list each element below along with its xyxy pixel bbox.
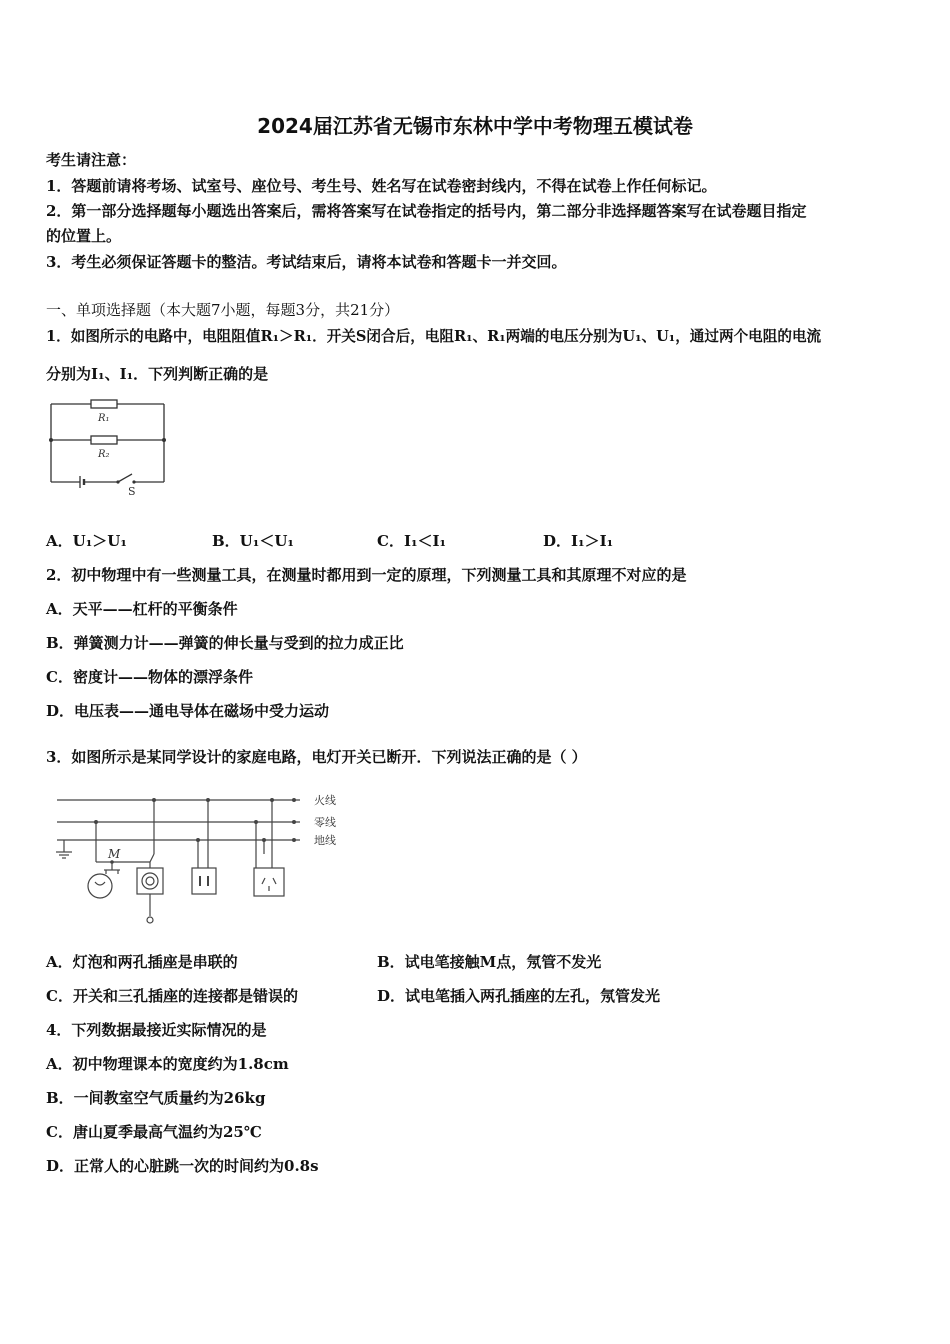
section-heading: 一、单项选择题（本大题7小题，每题3分，共21分） (46, 301, 400, 319)
q3-household-circuit-diagram (52, 790, 352, 930)
q1-label-r2: R₂ (98, 449, 110, 460)
notice-item: 1．答题前请将考场、试室号、座位号、考生号、姓名写在试卷密封线内，不得在试卷上作任何标记。 (46, 177, 717, 195)
q2-option-a[interactable]: A．天平——杠杆的平衡条件 (46, 600, 238, 618)
notice-heading: 考生请注意： (46, 151, 137, 169)
q1-option-a[interactable]: A．U₁＞U₁ (46, 532, 127, 550)
q3-label-ground: 地线 (314, 834, 336, 847)
notice-item: 2．第一部分选择题每小题选出答案后，需将答案写在试卷指定的括号内，第二部分非选择题答案写在试卷题目指定 (46, 202, 807, 220)
q2-option-b[interactable]: B．弹簧测力计——弹簧的伸长量与受到的拉力成正比 (46, 634, 404, 652)
q4-stem: 4．下列数据最接近实际情况的是 (46, 1021, 267, 1039)
q1-label-switch: S (128, 485, 136, 498)
q3-option-d[interactable]: D．试电笔插入两孔插座的左孔，氖管发光 (377, 987, 661, 1005)
q3-option-a[interactable]: A．灯泡和两孔插座是串联的 (46, 953, 238, 971)
q3-option-b[interactable]: B．试电笔接触M点，氖管不发光 (377, 953, 602, 971)
q1-stem: 1．如图所示的电路中，电阻阻值R₁＞R₁．开关S闭合后，电阻R₁、R₁两端的电压分别为U₁、U₁，通过两个电阻的电流 (46, 328, 822, 345)
q4-option-c[interactable]: C．唐山夏季最高气温约为25℃ (46, 1123, 262, 1141)
q4-option-b[interactable]: B．一间教室空气质量约为26kg (46, 1089, 266, 1107)
q3-label-point-m: M (108, 847, 121, 861)
q3-label-neutral: 零线 (314, 816, 336, 829)
exam-title: 2024届江苏省无锡市东林中学中考物理五模试卷 (257, 114, 693, 138)
q1-option-b[interactable]: B．U₁＜U₁ (212, 532, 294, 550)
notice-item: 的位置上。 (46, 227, 122, 245)
notice-item: 3．考生必须保证答题卡的整洁。考试结束后，请将本试卷和答题卡一并交回。 (46, 253, 567, 271)
q1-label-r1: R₁ (98, 413, 110, 424)
q2-option-d[interactable]: D．电压表——通电导体在磁场中受力运动 (46, 702, 330, 720)
q4-option-a[interactable]: A．初中物理课本的宽度约为1.8cm (46, 1055, 289, 1073)
q1-option-d[interactable]: D．I₁＞I₁ (543, 532, 614, 550)
q2-stem: 2．初中物理中有一些测量工具，在测量时都用到一定的原理，下列测量工具和其原理不对应的是 (46, 566, 687, 584)
q2-option-c[interactable]: C．密度计——物体的漂浮条件 (46, 668, 253, 686)
q4-option-d[interactable]: D．正常人的心脏跳一次的时间约为0.8s (46, 1157, 319, 1175)
q1-stem-cont: 分别为I₁、I₁．下列判断正确的是 (46, 365, 269, 383)
q1-circuit-diagram (46, 396, 176, 502)
q3-label-live: 火线 (314, 794, 336, 807)
q3-stem: 3．如图所示是某同学设计的家庭电路，电灯开关已断开．下列说法正确的是（ ） (46, 748, 587, 766)
q1-option-c[interactable]: C．I₁＜I₁ (377, 532, 447, 550)
q3-option-c[interactable]: C．开关和三孔插座的连接都是错误的 (46, 987, 298, 1005)
